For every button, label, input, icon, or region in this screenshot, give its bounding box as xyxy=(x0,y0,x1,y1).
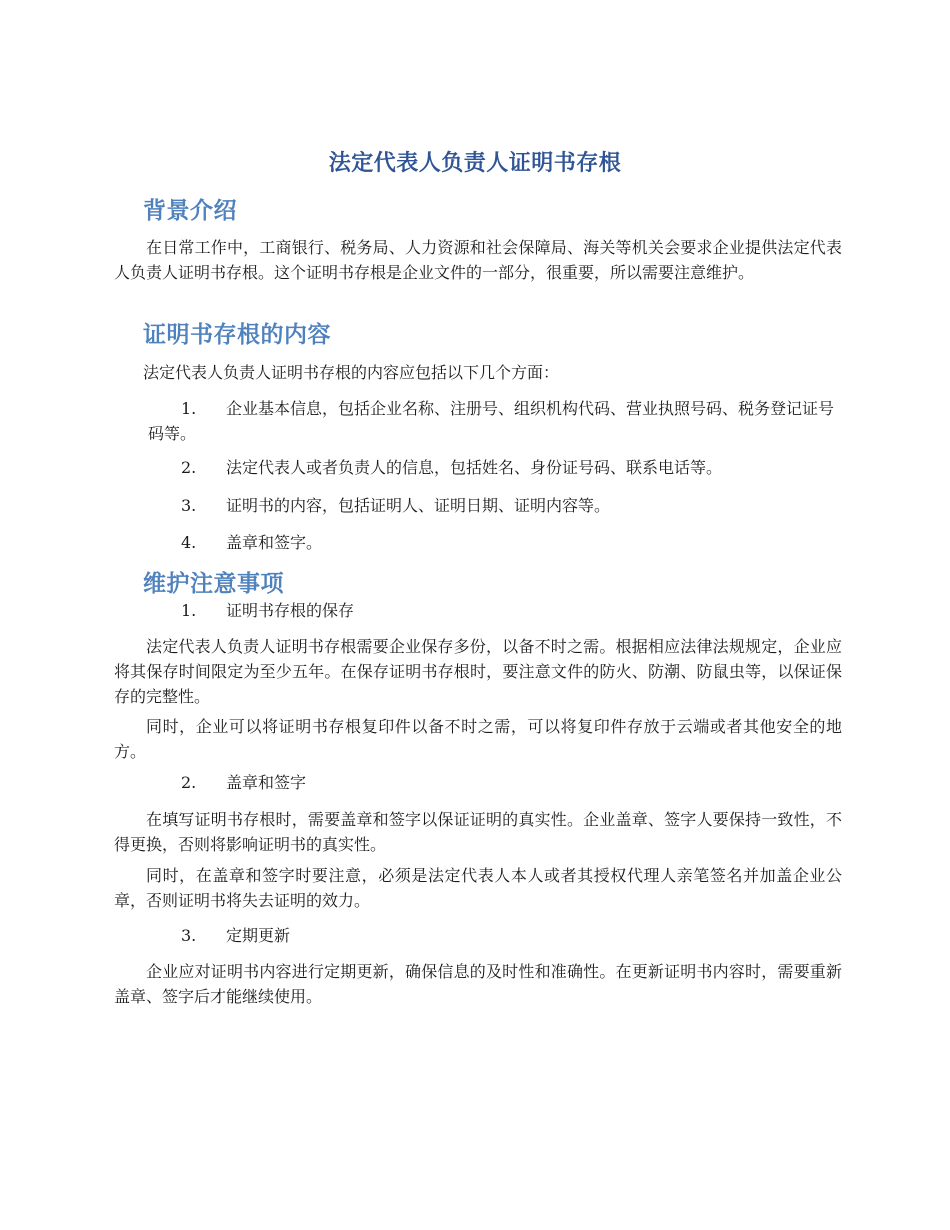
list-item xyxy=(148,396,842,446)
subsection-heading xyxy=(148,598,842,623)
list-item xyxy=(148,530,842,555)
list-item-text: 企业基本信息，包括企业名称、注册号、组织机构代码、营业执照号码、税务登记证号码等。 xyxy=(148,399,835,443)
section-heading-maintenance: 维护注意事项 xyxy=(143,571,284,597)
subsection-number: 3. xyxy=(181,926,197,945)
background-paragraph: 在日常工作中，工商银行、税务局、人力资源和社会保障局、海关等机关会要求企业提供法定代表人负责人证明书存根。这个证明书存根是企业文件的一部分，很重要，所以需要注意维护。 xyxy=(114,238,842,282)
update-paragraph: 企业应对证明书内容进行定期更新，确保信息的及时性和准确性。在更新证明书内容时，需要重新盖章、签字后才能继续使用。 xyxy=(114,962,842,1006)
list-item-number: 3. xyxy=(181,496,197,515)
section-heading-content: 证明书存根的内容 xyxy=(143,322,331,348)
storage-paragraph: 法定代表人负责人证明书存根需要企业保存多份，以备不时之需。根据相应法律法规规定，企业应将其保存时间限定为至少五年。在保存证明书存根时，要注意文件的防火、防潮、防鼠虫等，以保证保存的完整性。 xyxy=(114,637,842,706)
seal-signature-note-paragraph: 同时，在盖章和签字时要注意，必须是法定代表人本人或者其授权代理人亲笔签名并加盖企业公章，否则证明书将失去证明的效力。 xyxy=(114,866,842,910)
list-item-text: 盖章和签字。 xyxy=(226,533,323,552)
page-title: 法定代表人负责人证明书存根 xyxy=(328,151,622,176)
list-item-number: 4. xyxy=(181,533,197,552)
seal-signature-paragraph: 在填写证明书存根时，需要盖章和签字以保证证明的真实性。企业盖章、签字人要保持一致性，不得更换，否则将影响证明书的真实性。 xyxy=(114,810,842,854)
list-item xyxy=(148,455,842,480)
subsection-number: 1. xyxy=(181,601,197,620)
subsection-heading xyxy=(148,770,842,795)
list-item-text: 证明书的内容，包括证明人、证明日期、证明内容等。 xyxy=(226,496,611,515)
subsection-label: 定期更新 xyxy=(226,926,291,945)
list-item-number: 2. xyxy=(181,458,197,477)
subsection-label: 盖章和签字 xyxy=(226,773,307,792)
section-heading-background: 背景介绍 xyxy=(143,198,237,224)
list-item-text: 法定代表人或者负责人的信息，包括姓名、身份证号码、联系电话等。 xyxy=(226,458,723,477)
list-item-number: 1. xyxy=(181,399,197,418)
storage-copy-paragraph: 同时，企业可以将证明书存根复印件以备不时之需，可以将复印件存放于云端或者其他安全的地方。 xyxy=(114,717,842,761)
subsection-number: 2. xyxy=(181,773,197,792)
subsection-heading xyxy=(148,923,842,948)
subsection-label: 证明书存根的保存 xyxy=(226,601,355,620)
list-item xyxy=(148,493,842,518)
content-intro-paragraph: 法定代表人负责人证明书存根的内容应包括以下几个方面： xyxy=(143,363,560,382)
